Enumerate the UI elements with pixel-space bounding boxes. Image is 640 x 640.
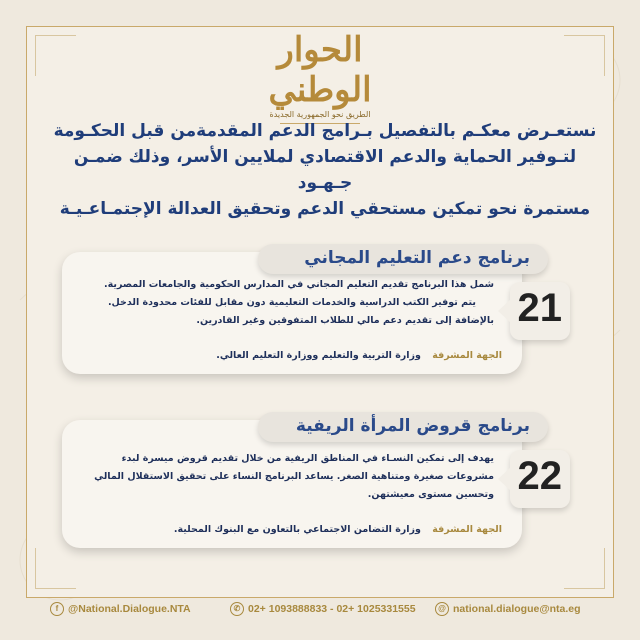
supervising-body	[72, 350, 502, 361]
program-number-tab	[510, 282, 570, 340]
description-line: شمل هذا البرنامج تقديم التعليم المجاني في المدارس الحكومية والجامعات المصرية.	[104, 279, 494, 290]
frame-corner	[564, 35, 605, 76]
email-address: national.dialogue@nta.eg	[453, 603, 581, 615]
facebook-handle: @National.Dialogue.NTA	[68, 603, 191, 615]
program-number: 22	[517, 454, 562, 498]
frame-corner	[564, 548, 605, 589]
facebook-contact[interactable]	[50, 602, 191, 616]
program-card-22	[62, 416, 562, 548]
email-icon: @	[435, 602, 449, 616]
intro-text	[50, 118, 600, 222]
phone-numbers: 02+ 1093888833 - 02+ 1025331555	[248, 603, 416, 615]
program-title: برنامج دعم التعليم المجاني	[304, 248, 530, 268]
program-description	[72, 276, 494, 330]
intro-line: مستمرة نحو تمكين مستحقي الدعم وتحقيق العدالة الإجتمـاعـيـة	[59, 199, 591, 219]
email-contact[interactable]	[435, 602, 581, 616]
arrow-icon	[498, 466, 512, 492]
supervising-value: وزارة التضامن الاجتماعي بالتعاون مع البنوك المحلية.	[173, 524, 421, 535]
card-header	[258, 412, 548, 442]
frame-corner	[35, 548, 76, 589]
arrow-icon	[498, 298, 512, 324]
program-description	[72, 450, 494, 504]
frame-corner	[35, 35, 76, 76]
supervising-label: الجهة المشرفة	[432, 524, 502, 535]
program-title: برنامج قروض المرأة الريفية	[295, 416, 530, 436]
program-number: 21	[517, 286, 562, 330]
description-line: يتم توفير الكتب الدراسية والخدمات التعليمية دون مقابل للفئات محدودة الدخل.	[107, 297, 476, 308]
description-line: يهدف إلى تمكين النسـاء في المناطق الريفية من خلال تقديم قروض ميسرة لبدء	[121, 453, 494, 464]
intro-line: لتـوفير الحماية والدعم الاقتصادي لملايين الأسر، وذلك ضمـن جـهـود	[73, 147, 577, 193]
logo-title: الحوار الوطني	[268, 30, 372, 110]
logo-subtitle: الطريق نحو الجمهورية الجديدة	[269, 110, 371, 119]
supervising-label: الجهة المشرفة	[432, 350, 502, 361]
description-line: مشروعات صغيرة ومتناهية الصغر. يساعد البرنامج النساء على تحقيق الاستقلال المالي	[94, 471, 494, 482]
program-number-tab	[510, 450, 570, 508]
intro-line: نستعـرض معكـم بالتفصيل بـرامج الدعم المقدمةمن قبل الحكـومة	[53, 121, 597, 141]
card-header	[258, 244, 548, 274]
phone-contact[interactable]	[230, 602, 416, 616]
description-line: بالإضافة إلى تقديم دعم مالي للطلاب المتفوقين وغير القادرين.	[196, 315, 494, 326]
facebook-icon: f	[50, 602, 64, 616]
phone-icon: ✆	[230, 602, 244, 616]
supervising-value: وزارة التربية والتعليم ووزارة التعليم العالي.	[216, 350, 421, 361]
program-card-21	[62, 248, 562, 374]
national-dialogue-logo	[240, 30, 400, 124]
description-line: وتحسين مستوى معيشتهن.	[367, 489, 494, 500]
contact-footer	[40, 602, 600, 622]
supervising-body	[72, 524, 502, 535]
